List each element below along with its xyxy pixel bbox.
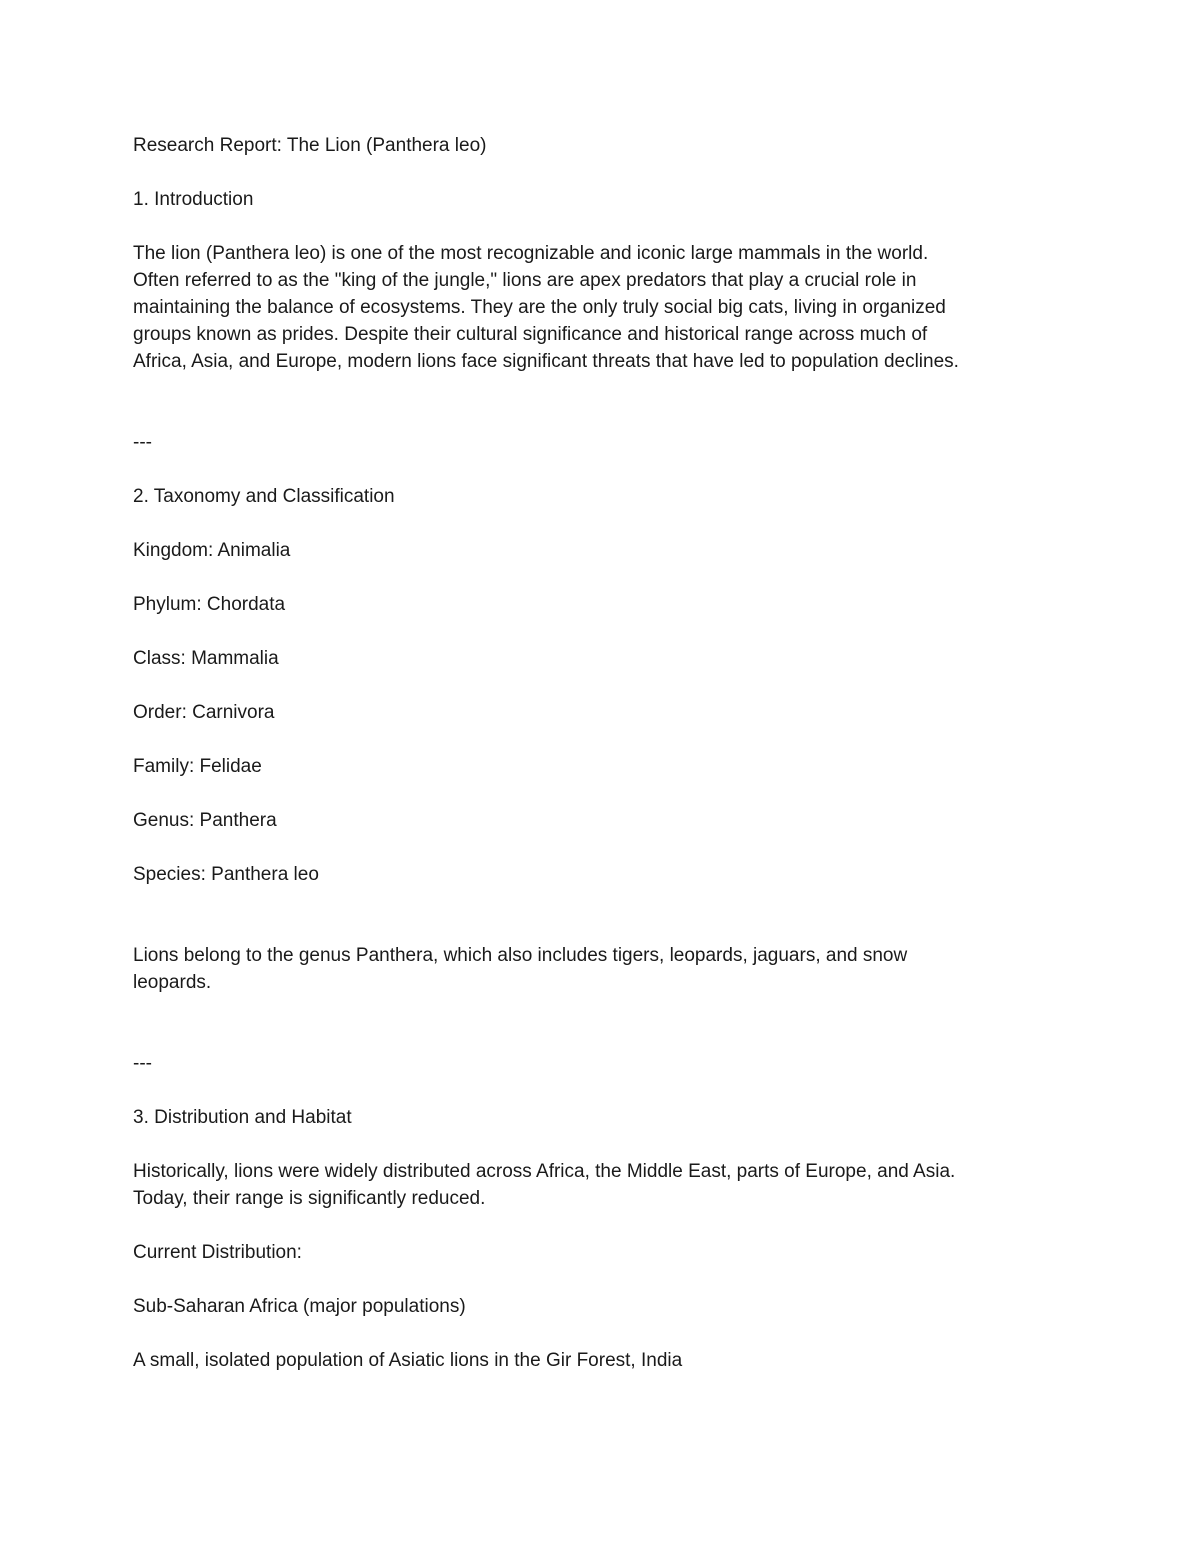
distribution-paragraph: Historically, lions were widely distributed across Africa, the Middle East, parts of Europe, and Asia. Today, their range is significantly reduced.	[133, 1161, 956, 1209]
taxonomy-family: Family: Felidae	[133, 756, 262, 777]
taxonomy-order: Order: Carnivora	[133, 702, 275, 723]
taxonomy-kingdom: Kingdom: Animalia	[133, 540, 291, 561]
section-separator: ---	[133, 432, 152, 453]
distribution-item: A small, isolated population of Asiatic lions in the Gir Forest, India	[133, 1350, 683, 1371]
current-distribution-label: Current Distribution:	[133, 1242, 302, 1263]
section-heading-introduction: 1. Introduction	[133, 189, 254, 210]
document-title: Research Report: The Lion (Panthera leo)	[133, 135, 487, 156]
introduction-paragraph: The lion (Panthera leo) is one of the most recognizable and iconic large mammals in the world. Often referred to as the "king of the jungle," lions are apex predators that play a crucial role in maintaining the balance of ecosystems. They are the only truly social big cats, living in organized groups known as prides. Despite their cultural significance and historical range across much of Africa, Asia, and Europe, modern lions face significant threats that have led to population declines.	[133, 243, 959, 372]
document-page	[133, 132, 973, 1401]
distribution-item: Sub-Saharan Africa (major populations)	[133, 1296, 466, 1317]
taxonomy-species: Species: Panthera leo	[133, 864, 319, 885]
taxonomy-class: Class: Mammalia	[133, 648, 279, 669]
taxonomy-genus: Genus: Panthera	[133, 810, 277, 831]
taxonomy-note: Lions belong to the genus Panthera, which also includes tigers, leopards, jaguars, and snow leopards.	[133, 945, 908, 993]
section-heading-taxonomy: 2. Taxonomy and Classification	[133, 486, 395, 507]
taxonomy-phylum: Phylum: Chordata	[133, 594, 286, 615]
section-separator: ---	[133, 1053, 152, 1074]
section-heading-distribution: 3. Distribution and Habitat	[133, 1107, 352, 1128]
